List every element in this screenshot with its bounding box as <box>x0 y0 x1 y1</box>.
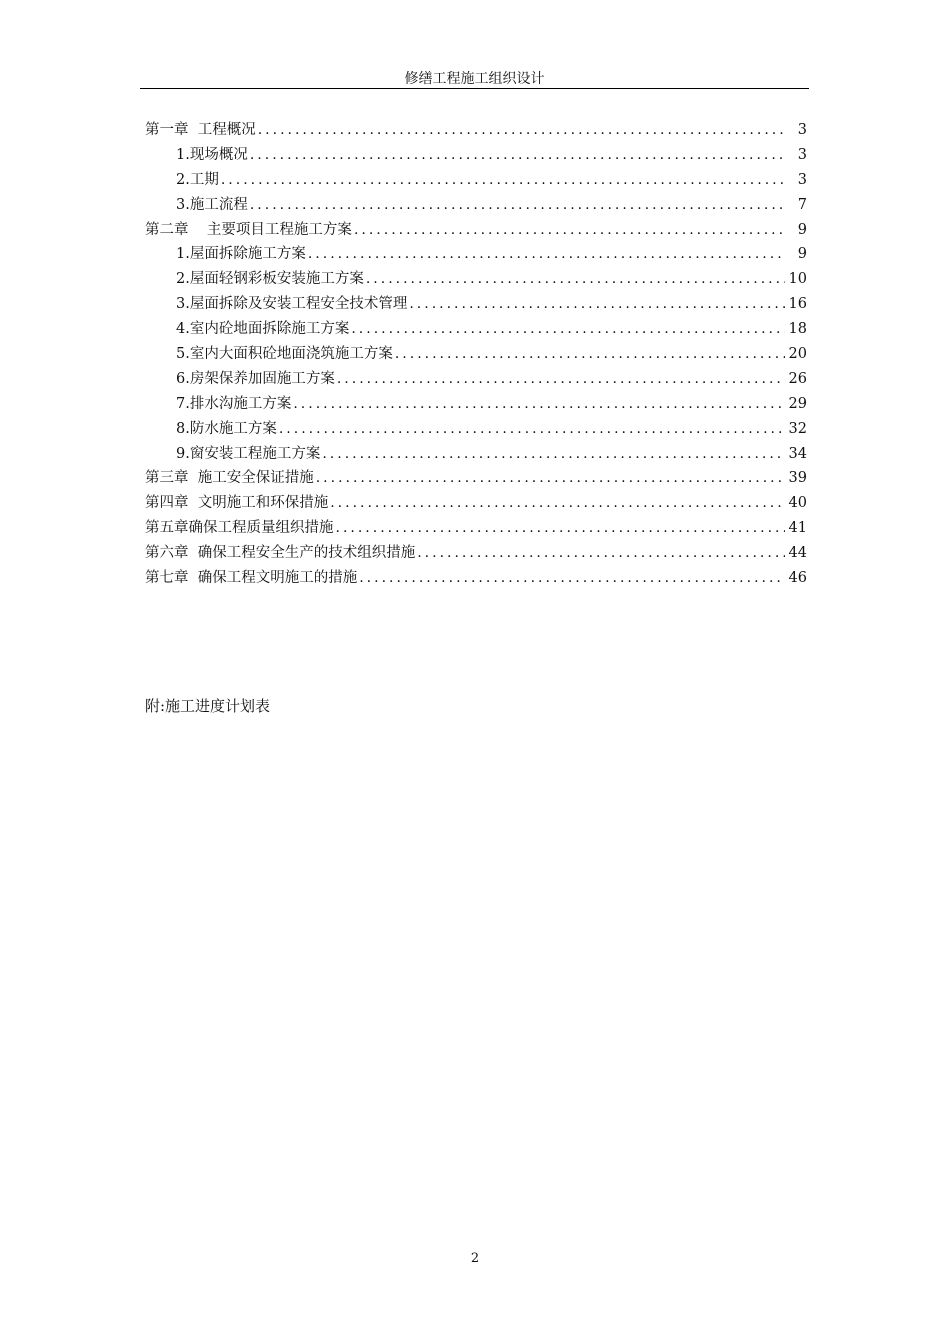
toc-entry-page-number: 26 <box>788 370 807 387</box>
toc-entry-page-number: 3 <box>797 171 807 188</box>
toc-entry[interactable] <box>145 491 807 516</box>
toc-dot-leader <box>354 218 785 243</box>
toc-dot-leader <box>417 541 784 566</box>
toc-entry-page-number: 9 <box>797 221 807 238</box>
toc-dot-leader <box>366 267 785 292</box>
toc-dot-leader <box>359 566 784 591</box>
toc-entry-title: 第四章 文明施工和环保措施 <box>145 495 329 512</box>
toc-entry-page-number: 7 <box>797 196 807 213</box>
toc-entry[interactable] <box>145 143 807 168</box>
toc-entry-page-number: 16 <box>788 296 807 313</box>
running-header: 修缮工程施工组织设计 <box>404 71 545 87</box>
toc-dot-leader <box>330 491 784 516</box>
toc-dot-leader <box>279 417 785 442</box>
toc-entry-title: 6.房架保养加固施工方案 <box>176 370 335 387</box>
toc-entry-page-number: 18 <box>788 321 807 338</box>
toc-entry-page-number: 44 <box>788 545 807 562</box>
toc-entry-title: 3.施工流程 <box>176 196 248 213</box>
toc-dot-leader <box>250 143 785 168</box>
toc-entry-page-number: 20 <box>788 346 807 363</box>
toc-entry[interactable] <box>145 193 807 218</box>
toc-dot-leader <box>395 342 785 367</box>
toc-entry-title: 4.室内砼地面拆除施工方案 <box>176 321 350 338</box>
toc-dot-leader <box>258 118 785 143</box>
toc-entry[interactable] <box>145 392 807 417</box>
toc-dot-leader <box>351 317 784 342</box>
toc-entry-page-number: 3 <box>797 122 807 138</box>
toc-dot-leader <box>293 392 784 417</box>
toc-entry[interactable] <box>145 218 807 243</box>
toc-entry-title: 第七章 确保工程文明施工的措施 <box>145 570 358 587</box>
toc-entry[interactable] <box>145 417 807 442</box>
table-of-contents <box>145 118 807 591</box>
toc-entry[interactable] <box>145 466 807 491</box>
toc-entry-page-number: 9 <box>797 246 807 263</box>
toc-dot-leader <box>316 466 785 491</box>
toc-dot-leader <box>409 292 784 317</box>
toc-entry[interactable] <box>145 367 807 392</box>
toc-dot-leader <box>337 367 785 392</box>
toc-entry-title: 5.室内大面积砼地面浇筑施工方案 <box>176 346 393 363</box>
toc-entry-title: 3.屋面拆除及安装工程安全技术管理 <box>176 296 408 313</box>
toc-dot-leader <box>336 516 785 541</box>
toc-entry-page-number: 34 <box>788 445 807 462</box>
toc-dot-leader <box>322 442 784 467</box>
toc-entry-title: 第五章确保工程质量组织措施 <box>145 520 334 537</box>
toc-entry-page-number: 41 <box>788 520 807 537</box>
toc-entry[interactable] <box>145 168 807 193</box>
toc-dot-leader <box>308 242 785 267</box>
toc-entry[interactable] <box>145 442 807 467</box>
toc-entry-title: 9.窗安装工程施工方案 <box>176 445 321 462</box>
toc-entry[interactable] <box>145 267 807 292</box>
toc-dot-leader <box>221 168 785 193</box>
toc-entry[interactable] <box>145 516 807 541</box>
appendix-note: 附:施工进度计划表 <box>145 697 271 715</box>
page-number: 2 <box>470 1251 480 1266</box>
toc-entry[interactable] <box>145 242 807 267</box>
toc-entry-title: 第一章 工程概况 <box>145 122 256 138</box>
toc-entry-title: 第六章 确保工程安全生产的技术组织措施 <box>145 545 416 562</box>
toc-entry-title: 8.防水施工方案 <box>176 420 277 437</box>
toc-dot-leader <box>250 193 785 218</box>
toc-entry-title: 2.工期 <box>176 171 219 188</box>
toc-entry-page-number: 39 <box>788 470 807 487</box>
toc-entry-page-number: 32 <box>788 420 807 437</box>
toc-entry-title: 7.排水沟施工方案 <box>176 395 292 412</box>
toc-entry-title: 1.屋面拆除施工方案 <box>176 246 306 263</box>
toc-entry[interactable] <box>145 292 807 317</box>
toc-entry[interactable] <box>145 566 807 591</box>
toc-entry[interactable] <box>145 541 807 566</box>
toc-entry-title: 第三章 施工安全保证措施 <box>145 470 314 487</box>
toc-entry[interactable] <box>145 342 807 367</box>
toc-entry-title: 1.现场概况 <box>176 146 248 163</box>
toc-entry-page-number: 3 <box>797 146 807 163</box>
toc-entry-page-number: 10 <box>788 271 807 288</box>
toc-entry-title: 2.屋面轻钢彩板安装施工方案 <box>176 271 364 288</box>
toc-entry-page-number: 40 <box>788 495 807 512</box>
toc-entry[interactable] <box>145 317 807 342</box>
toc-entry[interactable] <box>145 118 807 143</box>
toc-entry-page-number: 29 <box>788 395 807 412</box>
header-divider <box>140 88 809 89</box>
toc-entry-page-number: 46 <box>788 570 807 587</box>
toc-entry-title: 第二章 主要项目工程施工方案 <box>145 221 352 238</box>
